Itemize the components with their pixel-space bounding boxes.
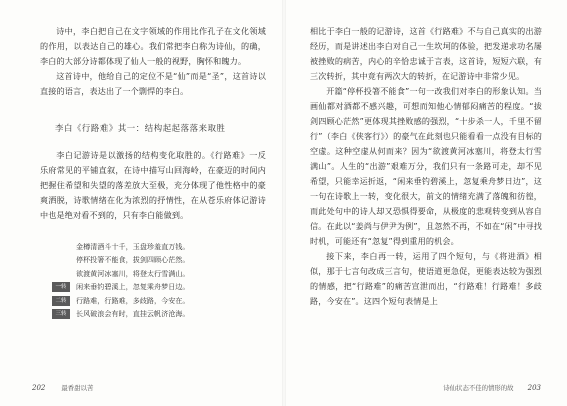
poem-line xyxy=(76,240,276,253)
page-number-right: 203 xyxy=(527,384,541,392)
body-paragraph: 李白记游诗是以激扬的结构变化取胜的。《行路难》一反乐府常见的平铺直叙，在诗中描写山回海岭，在豪迈的时间内把握住希望和失望的落差放大至极，充分体现了他性格中的豪爽洒脱，诗歌情绪在化为浓烈的抒情性，在从苍乐府体记游诗中也是绝对看不到的，只有李白能做到。 xyxy=(40,150,266,220)
turn-marker: 三转 xyxy=(52,309,70,319)
poem-line xyxy=(55,280,276,293)
poem-line-text: 欲渡黄河冰塞川，将登太行雪满山。 xyxy=(76,268,190,278)
intro-paragraph-1: 诗中，李白把自己在文字领域的作用比作孔子在文化领域的作用，以表达自己的雄心。我们常把李白称为诗仙，的确，李白的大部分诗都体现了仙人一般的视野，胸怀和魄力。 xyxy=(40,26,266,66)
poem-line xyxy=(55,294,276,307)
poem-line xyxy=(55,307,276,320)
poem-line-text: 长风破浪会有时，直挂云帆济沧海。 xyxy=(76,309,190,319)
section-heading: 李白《行路难》其一：结构起起落落来取胜 xyxy=(55,123,226,133)
poem-line-text: 闲来垂钓碧溪上，忽复乘舟梦日边。 xyxy=(76,282,190,292)
page-number-left: 202 xyxy=(32,384,46,392)
right-text xyxy=(310,24,542,309)
running-title-left: 最香甜以苦 xyxy=(61,384,94,392)
poem-line xyxy=(76,267,276,280)
poem-line-text: 行路难，行路难，多歧路，今安在。 xyxy=(76,295,190,305)
right-paragraph-1: 相比于李白一般的记游诗，这首《行路难》不与自己真实的出游经历，而是讲述出李白对自己一生坎坷的体验，把发递求功名屡被挫败的病苦，内心的辛恰忠诚于言表，这首诗，短短六联，有三次转折，其中竟有两次大的转折，在记游诗中非常少见。 xyxy=(310,26,542,81)
right-page xyxy=(284,0,567,406)
left-footer xyxy=(32,383,93,392)
right-paragraph-3: 接下来，李白再一转，运用了四个短句，与《将进酒》相似，那于七言句改成三言句，使语道更急促，更能表达较为强烈的情感，把“行路难”的痛苦宣泄而出，“行路难！行路难！多歧路，今安在”。这四个短句表情是上 xyxy=(310,251,542,306)
intro-paragraph-2: 这首诗中，他给自己的定位不是“仙”而是“圣”，这首诗以直接的语言，表达出了一个剽悍的李白。 xyxy=(40,71,266,96)
poem-line-text: 停杯投箸不能食，拔剑四顾心茫然。 xyxy=(76,255,190,265)
turn-marker: 二转 xyxy=(52,296,70,306)
running-title-right: 诗仙状态不佳的情形的故 xyxy=(443,384,514,392)
poem-line-text: 金樽清酒斗十千，玉盘珍羞直万钱。 xyxy=(76,242,190,251)
right-paragraph-2: 开篇“停杯投箸不能食”一句一改我们对李白的形象认知。当画仙都对酒都不感兴趣，可想而知他心情郁闷痛苦的程度。“拔剑四顾心茫然”更体现其挫败感的强烈，“十步杀一人，千里不留行”（李白《侠客行》）的豪气在此刻也只能看看一点没有目标的空虚。这种空虚从何而来？因为“欲渡黄河冰塞川，将登太行雪满山”。人生的“出游”艰难万分，我们只有一条路可走，却不见希望，只能幸运折返，“闲来垂钓碧溪上，忽复乘舟梦日边”，这一句在诗歌上一转，变化很大，前文的情绪充满了落魄和彷徨，而此处句中的诗人却又恐惧得要命，从极度的悲观转变到从容自信。在此以“姜尚与伊尹为例”，且忽然不再，不如在“闲”中寻找时机，可能还有“忽复”得到重用的机会。 xyxy=(310,86,542,246)
poem-line xyxy=(76,253,276,266)
intro-text xyxy=(40,24,266,99)
body-text xyxy=(40,148,266,223)
right-footer xyxy=(443,383,541,392)
turn-marker: 一转 xyxy=(52,282,70,292)
poem-quotation xyxy=(55,240,276,320)
